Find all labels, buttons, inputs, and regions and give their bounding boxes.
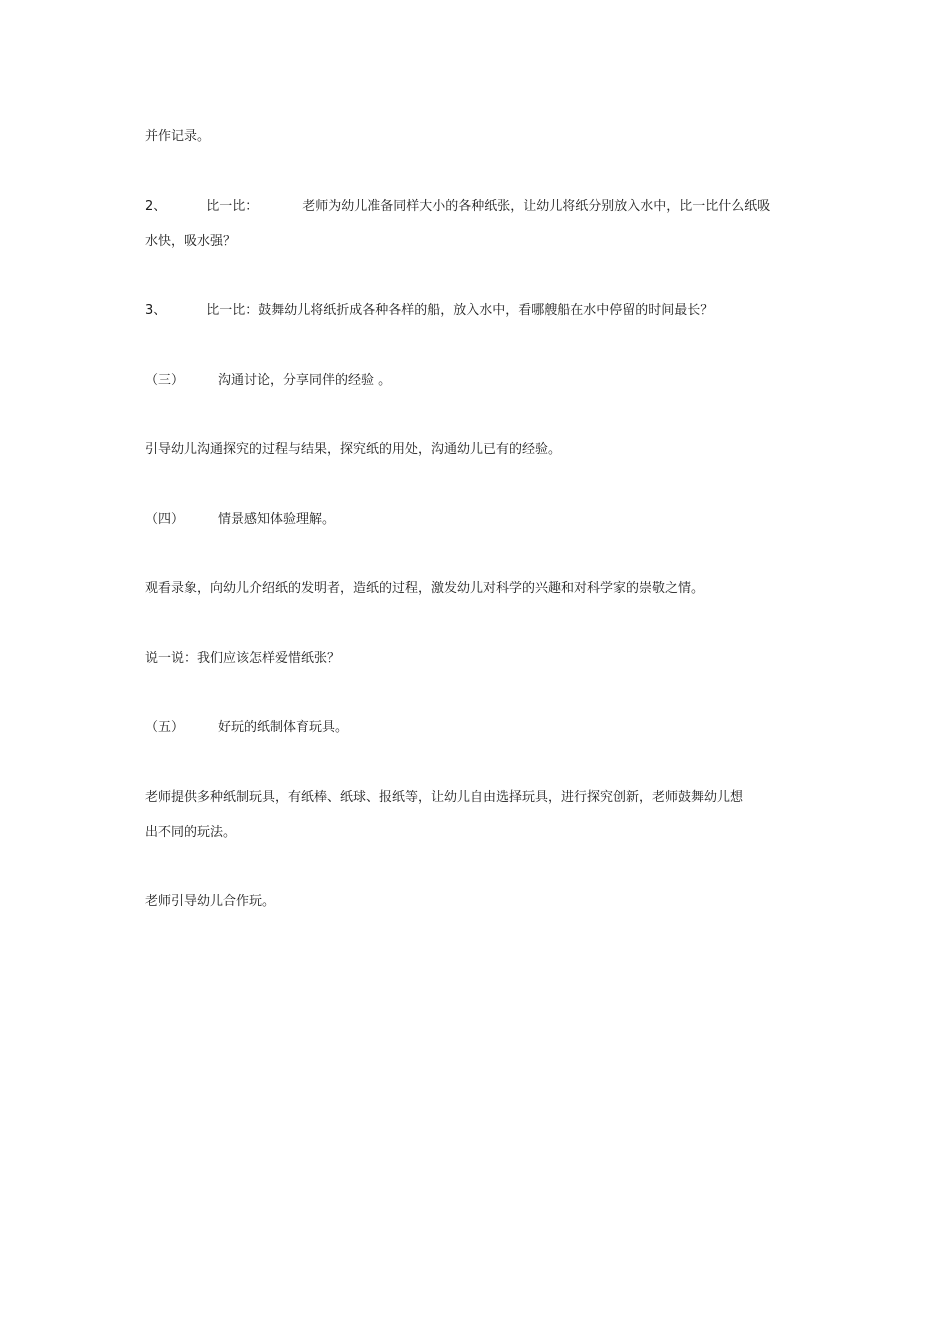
paragraph-text: 老师引导幼儿合作玩。	[145, 894, 276, 909]
paragraph-text: 引导幼儿沟通探究的过程与结果，探究纸的用处，沟通幼儿已有的经验。	[145, 442, 562, 457]
list-text: 水快，吸水强？	[145, 234, 237, 249]
list-item-2	[145, 198, 770, 216]
list-text: 老师为幼儿准备同样大小的各种纸张，让幼儿将纸分别放入水中，比一比什么纸吸	[302, 199, 771, 214]
paragraph-text: 老师提供多种纸制玩具，有纸棒、纸球、报纸等，让幼儿自由选择玩具，进行探究创新，老师鼓舞幼儿想	[145, 790, 744, 805]
paragraph-text: 观看录象，向幼儿介绍纸的发明者，造纸的过程，激发幼儿对科学的兴趣和对科学家的崇敬之情。	[145, 581, 705, 596]
section-number: （三）	[145, 373, 185, 388]
section-3-paragraph	[145, 441, 561, 459]
list-item-2-continuation	[145, 233, 236, 251]
paragraph-text: 说一说：我们应该怎样爱惜纸张？	[145, 651, 341, 666]
paragraph-text: 出不同的玩法。	[145, 825, 237, 840]
section-4-heading	[145, 511, 335, 529]
section-5-paragraph	[145, 789, 743, 807]
list-text: 比一比：鼓舞幼儿将纸折成各种各样的船，放入水中，看哪艘船在水中停留的时间最长？	[206, 303, 714, 318]
section-4-paragraph	[145, 580, 704, 598]
section-title: 情景感知体验理解。	[218, 512, 336, 527]
list-item-3	[145, 302, 713, 320]
list-number: 2、	[145, 199, 167, 214]
section-5-heading	[145, 719, 348, 737]
section-title: 好玩的纸制体育玩具。	[218, 720, 349, 735]
section-number: （五）	[145, 720, 185, 735]
paragraph-record	[145, 128, 210, 146]
paragraph-text: 并作记录。	[145, 129, 211, 144]
section-3-heading	[145, 372, 391, 390]
list-number: 3、	[145, 303, 167, 318]
section-title: 沟通讨论，分享同伴的经验 。	[218, 373, 392, 388]
section-5-closing	[145, 893, 275, 911]
section-4-question	[145, 650, 340, 668]
section-5-paragraph-continuation	[145, 824, 236, 842]
section-number: （四）	[145, 512, 185, 527]
list-heading: 比一比：	[206, 199, 259, 214]
